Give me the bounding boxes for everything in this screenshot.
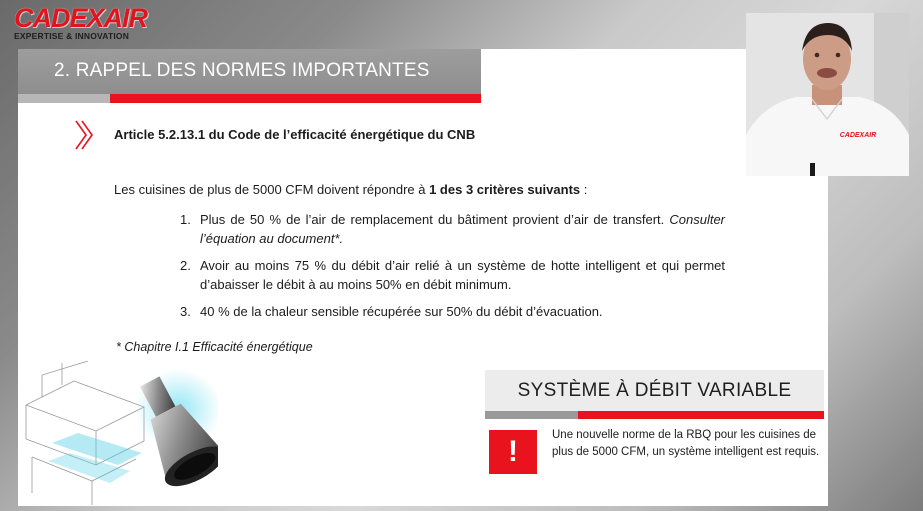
article-heading: Article 5.2.13.1 du Code de l’efficacité énergétique du CNB bbox=[114, 127, 476, 142]
brand-tagline: EXPERTISE & INNOVATION bbox=[14, 31, 130, 41]
criteria-note: Consulter l’équation au document*. bbox=[200, 212, 725, 246]
criteria-number: 1. bbox=[180, 212, 191, 227]
criteria-number: 3. bbox=[180, 304, 191, 319]
intro-bold: 1 des 3 critères suivants bbox=[429, 182, 581, 197]
criteria-list bbox=[180, 210, 725, 329]
brand-logo bbox=[14, 2, 147, 41]
warning-text: Une nouvelle norme de la RBQ pour les cuisines de plus de 5000 CFM, un système intelligent est requis. bbox=[552, 429, 820, 458]
presenter-video bbox=[746, 13, 909, 176]
intro-prefix: Les cuisines de plus de 5000 CFM doivent répondre à bbox=[114, 182, 430, 197]
criteria-item bbox=[180, 256, 725, 294]
title-stripe-grey bbox=[18, 94, 110, 103]
title-stripe-red bbox=[110, 94, 481, 103]
system-stripe-red bbox=[578, 411, 824, 419]
criteria-number: 2. bbox=[180, 258, 191, 273]
criteria-text: Avoir au moins 75 % du débit d’air relié à un système de hotte intelligent et qui permet d’abaisser le débit à au moins 50% en débit minimum. bbox=[200, 258, 725, 292]
slide-title-bar bbox=[18, 49, 481, 94]
system-stripe-grey bbox=[485, 411, 578, 419]
system-title: SYSTÈME À DÉBIT VARIABLE bbox=[517, 380, 792, 401]
warning-box bbox=[489, 430, 537, 474]
presentation-slide bbox=[18, 49, 828, 506]
criteria-item bbox=[180, 302, 725, 321]
criteria-text: 40 % de la chaleur sensible récupérée sur 50% du débit d’évacuation. bbox=[200, 304, 603, 319]
criteria-text: Plus de 50 % de l’air de remplacement du bâtiment provient d’air de transfert. bbox=[200, 212, 670, 227]
footnote: * Chapitre I.1 Efficacité énergétique bbox=[116, 340, 313, 354]
criteria-item bbox=[180, 210, 725, 248]
brand-name: CADEXAIR bbox=[14, 3, 148, 33]
system-header bbox=[485, 370, 824, 411]
slide-title-block bbox=[18, 49, 481, 103]
double-chevron-icon bbox=[74, 119, 96, 151]
intro-suffix: : bbox=[580, 182, 588, 197]
kitchen-hood-illustration bbox=[18, 361, 218, 506]
intro-text bbox=[114, 182, 587, 197]
hood-sketch bbox=[26, 361, 144, 505]
slide-title: 2. RAPPEL DES NORMES IMPORTANTES bbox=[54, 60, 430, 81]
shirt-logo: CADEXAIR bbox=[839, 132, 877, 139]
exclamation-icon: ! bbox=[508, 435, 518, 468]
presenter-webcam bbox=[746, 13, 909, 176]
